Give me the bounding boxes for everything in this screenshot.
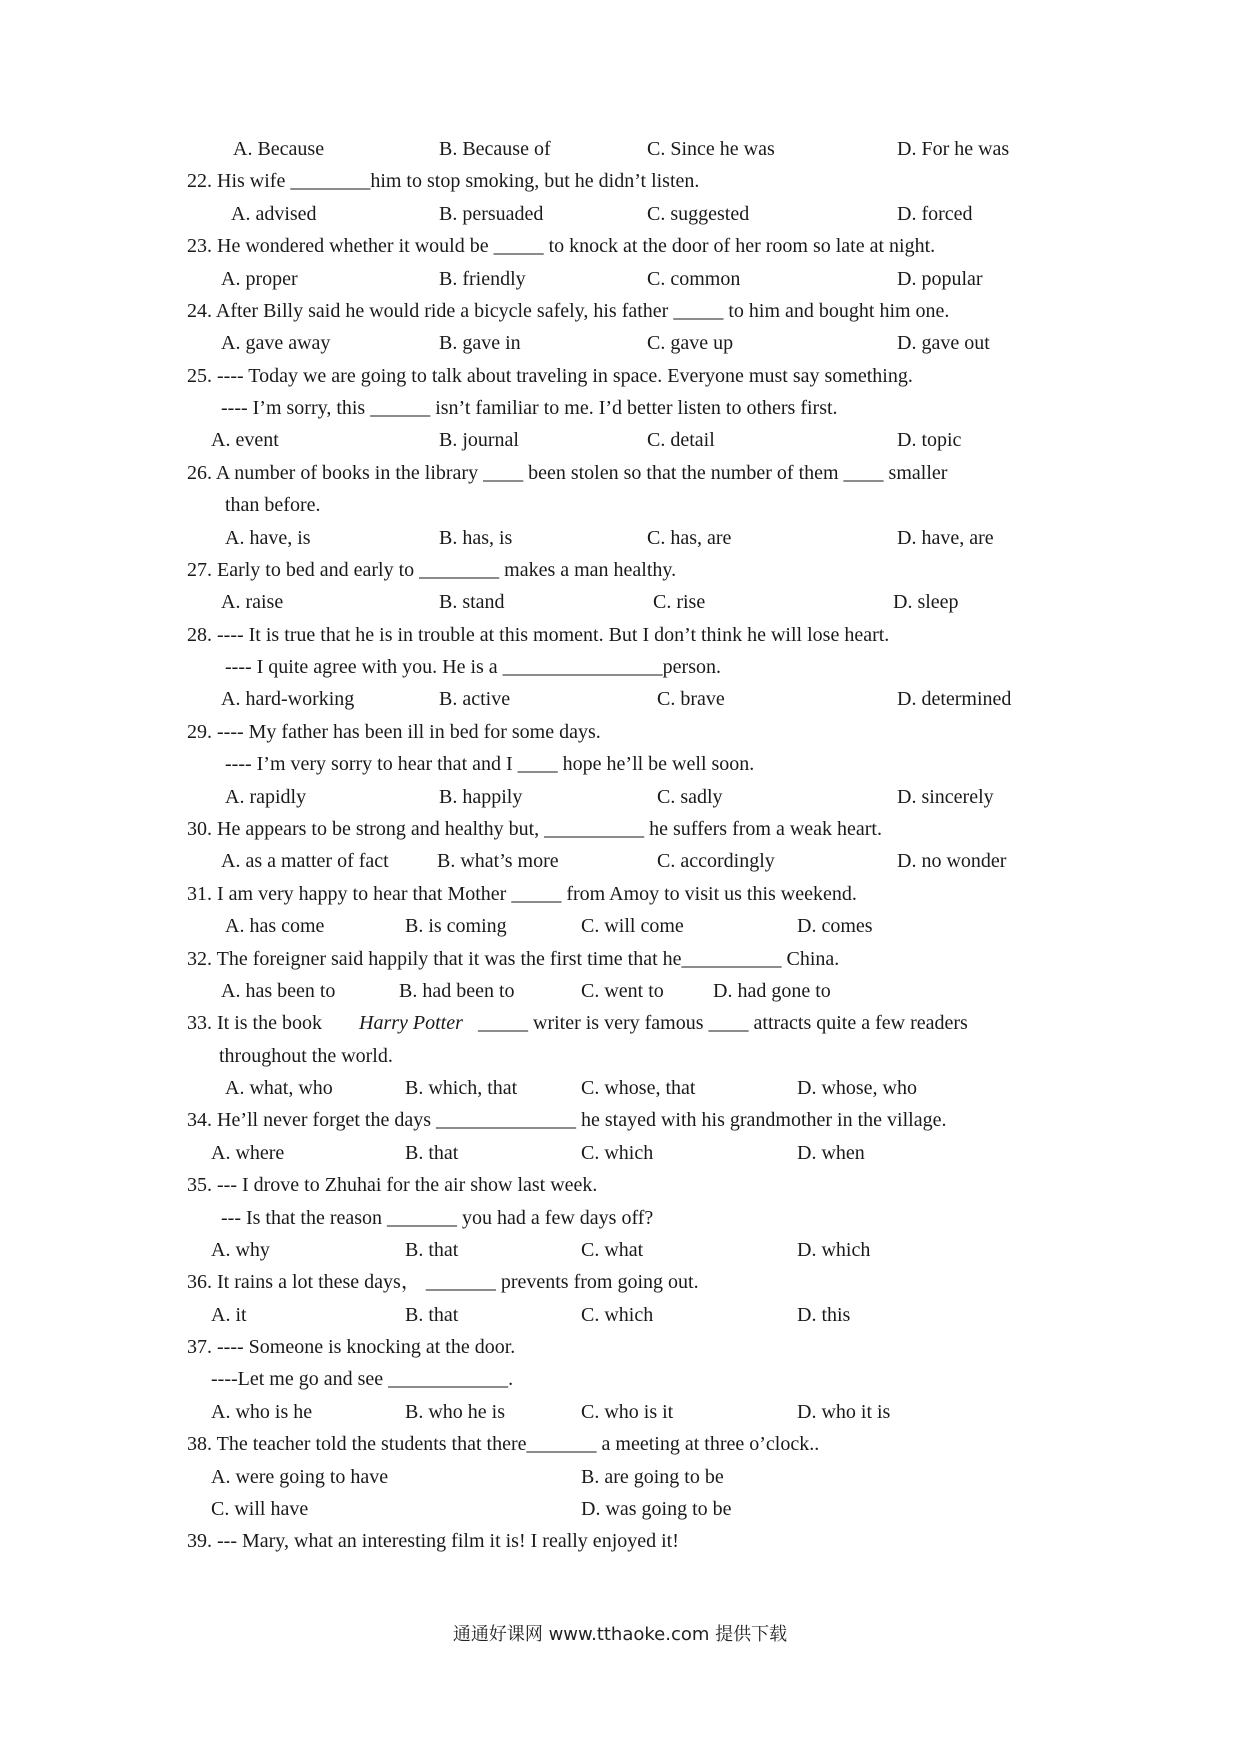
text-line xyxy=(0,1137,1240,1169)
text-segment: A. where xyxy=(211,1141,285,1164)
text-line xyxy=(0,198,1240,230)
text-segment: D. was going to be xyxy=(581,1497,732,1520)
text-segment: C. rise xyxy=(653,591,706,614)
text-segment: A. proper xyxy=(221,267,298,290)
text-segment: B. friendly xyxy=(439,267,526,290)
text-segment: 37. ---- Someone is knocking at the door. xyxy=(187,1336,516,1359)
text-segment: A. raise xyxy=(221,591,284,614)
text-line xyxy=(0,230,1240,262)
text-segment: B. which, that xyxy=(405,1077,518,1100)
text-segment: D. which xyxy=(797,1238,871,1261)
text-segment: A. who is he xyxy=(211,1400,313,1423)
text-segment: throughout the world. xyxy=(219,1044,393,1067)
text-line xyxy=(0,165,1240,197)
text-segment: 31. I am very happy to hear that Mother _____ from Amoy to visit us this weekend. xyxy=(187,882,857,905)
text-segment: B. that xyxy=(405,1141,459,1164)
text-line xyxy=(0,1007,1240,1039)
text-line xyxy=(0,522,1240,554)
text-line xyxy=(0,1040,1240,1072)
text-segment: B. that xyxy=(405,1303,459,1326)
text-segment: D. For he was xyxy=(897,138,1010,160)
text-segment: A. gave away xyxy=(221,332,331,355)
text-segment: A. hard-working xyxy=(221,688,355,711)
text-segment: 22. His wife ________him to stop smoking, but he didn’t listen. xyxy=(187,170,700,193)
text-segment: B. that xyxy=(405,1238,459,1261)
text-line xyxy=(0,586,1240,618)
text-segment: ----Let me go and see ____________. xyxy=(211,1368,514,1391)
text-segment: B. what’s more xyxy=(437,850,559,873)
text-segment: 29. ---- My father has been ill in bed for some days. xyxy=(187,720,601,743)
text-line xyxy=(0,1396,1240,1428)
text-segment: --- Is that the reason _______ you had a few days off? xyxy=(221,1206,654,1229)
text-segment: B. stand xyxy=(439,591,505,614)
text-segment: C. has, are xyxy=(647,526,732,549)
text-line xyxy=(0,392,1240,424)
text-line xyxy=(0,716,1240,748)
text-segment: B. are going to be xyxy=(581,1465,724,1488)
text-segment: D. sleep xyxy=(893,591,959,614)
text-line xyxy=(0,295,1240,327)
text-line xyxy=(0,943,1240,975)
text-segment: A. advised xyxy=(231,202,317,225)
text-segment: B. gave in xyxy=(439,332,521,355)
text-line xyxy=(0,1072,1240,1104)
text-segment: B. happily xyxy=(439,785,523,808)
text-line xyxy=(0,457,1240,489)
text-segment: A. have, is xyxy=(225,526,311,549)
text-line xyxy=(0,845,1240,877)
text-segment: ---- I’m sorry, this ______ isn’t familiar to me. I’d better listen to others first. xyxy=(221,397,838,420)
text-segment: A. as a matter of fact xyxy=(221,850,389,873)
text-segment: B. Because of xyxy=(439,138,551,160)
text-segment: A. event xyxy=(211,429,279,452)
text-line xyxy=(0,975,1240,1007)
text-segment: B. is coming xyxy=(405,915,507,938)
text-line xyxy=(0,554,1240,586)
text-segment: D. comes xyxy=(797,915,873,938)
text-line xyxy=(0,813,1240,845)
text-segment: D. had gone to xyxy=(713,979,831,1002)
text-segment: 30. He appears to be strong and healthy but, __________ he suffers from a weak heart. xyxy=(187,817,882,840)
text-segment: ---- I’m very sorry to hear that and I ____ hope he’ll be well soon. xyxy=(225,753,755,776)
text-segment: D. who it is xyxy=(797,1400,891,1423)
text-segment: C. which xyxy=(581,1141,654,1164)
text-segment: 33. It is the book xyxy=(187,1012,322,1035)
text-segment: C. what xyxy=(581,1238,644,1261)
text-segment: B. who he is xyxy=(405,1400,505,1423)
text-segment: D. forced xyxy=(897,202,973,225)
text-segment: 23. He wondered whether it would be _____ to knock at the door of her room so late at night. xyxy=(187,235,936,258)
text-line xyxy=(0,781,1240,813)
text-segment: C. Since he was xyxy=(647,138,775,160)
text-segment: B. had been to xyxy=(399,979,515,1002)
text-segment: _____ writer is very famous ____ attracts quite a few readers xyxy=(478,1012,968,1035)
text-segment: D. topic xyxy=(897,429,962,452)
text-segment: A. rapidly xyxy=(225,785,307,808)
text-segment: than before. xyxy=(225,494,321,517)
text-line xyxy=(0,1266,1240,1298)
text-segment: 26. A number of books in the library ____ been stolen so that the number of them ____ smaller xyxy=(187,461,948,484)
text-segment: D. this xyxy=(797,1303,851,1326)
text-segment: D. gave out xyxy=(897,332,990,355)
text-segment: C. brave xyxy=(657,688,725,711)
text-line xyxy=(0,133,1240,165)
text-segment: B. persuaded xyxy=(439,202,544,225)
text-line xyxy=(0,619,1240,651)
page-footer: 通通好课网 www.tthaoke.com 提供下载 xyxy=(452,1624,788,1645)
text-segment: D. have, are xyxy=(897,526,994,549)
text-line xyxy=(0,1169,1240,1201)
text-segment: ---- I quite agree with you. He is a ________________person. xyxy=(225,656,721,679)
text-segment: 32. The foreigner said happily that it was the first time that he__________ China. xyxy=(187,947,840,970)
text-segment: C. gave up xyxy=(647,332,734,355)
text-segment: A. has been to xyxy=(221,979,336,1002)
text-segment: B. journal xyxy=(439,429,519,452)
text-line xyxy=(0,263,1240,295)
text-segment: D. sincerely xyxy=(897,785,994,808)
text-segment: C. will come xyxy=(581,915,684,938)
text-segment: C. which xyxy=(581,1303,654,1326)
text-line xyxy=(0,1525,1240,1557)
text-segment: 27. Early to bed and early to ________ makes a man healthy. xyxy=(187,558,677,581)
text-segment: C. whose, that xyxy=(581,1077,696,1100)
text-segment: D. no wonder xyxy=(897,850,1007,873)
text-line xyxy=(0,1363,1240,1395)
text-segment: 35. --- I drove to Zhuhai for the air show last week. xyxy=(187,1174,598,1197)
text-segment: 36. It rains a lot these days， _______ prevents from going out. xyxy=(187,1271,699,1294)
text-segment: D. when xyxy=(797,1141,865,1164)
text-segment: C. who is it xyxy=(581,1400,674,1423)
text-segment: C. suggested xyxy=(647,202,750,225)
text-segment: D. whose, who xyxy=(797,1077,917,1100)
text-line xyxy=(0,1493,1240,1525)
text-segment: C. detail xyxy=(647,429,715,452)
text-segment: C. common xyxy=(647,267,741,290)
text-line xyxy=(0,651,1240,683)
text-segment: B. has, is xyxy=(439,526,513,549)
text-segment: 24. After Billy said he would ride a bicycle safely, his father _____ to him and bought him one. xyxy=(187,299,950,322)
text-segment: D. popular xyxy=(897,267,983,290)
text-segment: 25. ---- Today we are going to talk about traveling in space. Everyone must say something. xyxy=(187,364,913,387)
text-line xyxy=(0,878,1240,910)
text-line xyxy=(0,1428,1240,1460)
text-line xyxy=(0,360,1240,392)
text-segment: 28. ---- It is true that he is in trouble at this moment. But I don’t think he will lose heart. xyxy=(187,623,890,646)
text-line xyxy=(0,910,1240,942)
text-line xyxy=(0,1202,1240,1234)
text-segment: A. it xyxy=(211,1303,247,1326)
text-segment: A. what, who xyxy=(225,1077,333,1100)
text-segment: C. will have xyxy=(211,1497,309,1520)
text-segment: A. why xyxy=(211,1238,270,1261)
text-line xyxy=(0,1299,1240,1331)
text-line xyxy=(0,1461,1240,1493)
text-line xyxy=(0,489,1240,521)
text-line xyxy=(0,1234,1240,1266)
text-segment: Harry Potter xyxy=(359,1012,463,1035)
text-line xyxy=(0,327,1240,359)
text-line xyxy=(0,1104,1240,1136)
text-segment: C. went to xyxy=(581,979,664,1002)
text-segment: A. were going to have xyxy=(211,1465,389,1488)
text-segment: 39. --- Mary, what an interesting film it is! I really enjoyed it! xyxy=(187,1530,679,1553)
text-segment: C. sadly xyxy=(657,785,723,808)
text-segment: A. Because xyxy=(233,138,325,160)
text-line xyxy=(0,683,1240,715)
text-segment: 38. The teacher told the students that there_______ a meeting at three o’clock.. xyxy=(187,1433,820,1456)
text-segment: B. active xyxy=(439,688,511,711)
text-segment: 34. He’ll never forget the days ______________ he stayed with his grandmother in the village. xyxy=(187,1109,947,1132)
text-line xyxy=(0,1331,1240,1363)
text-line xyxy=(0,424,1240,456)
text-line xyxy=(0,748,1240,780)
text-segment: D. determined xyxy=(897,688,1012,711)
text-segment: C. accordingly xyxy=(657,850,775,873)
text-segment: A. has come xyxy=(225,915,325,938)
